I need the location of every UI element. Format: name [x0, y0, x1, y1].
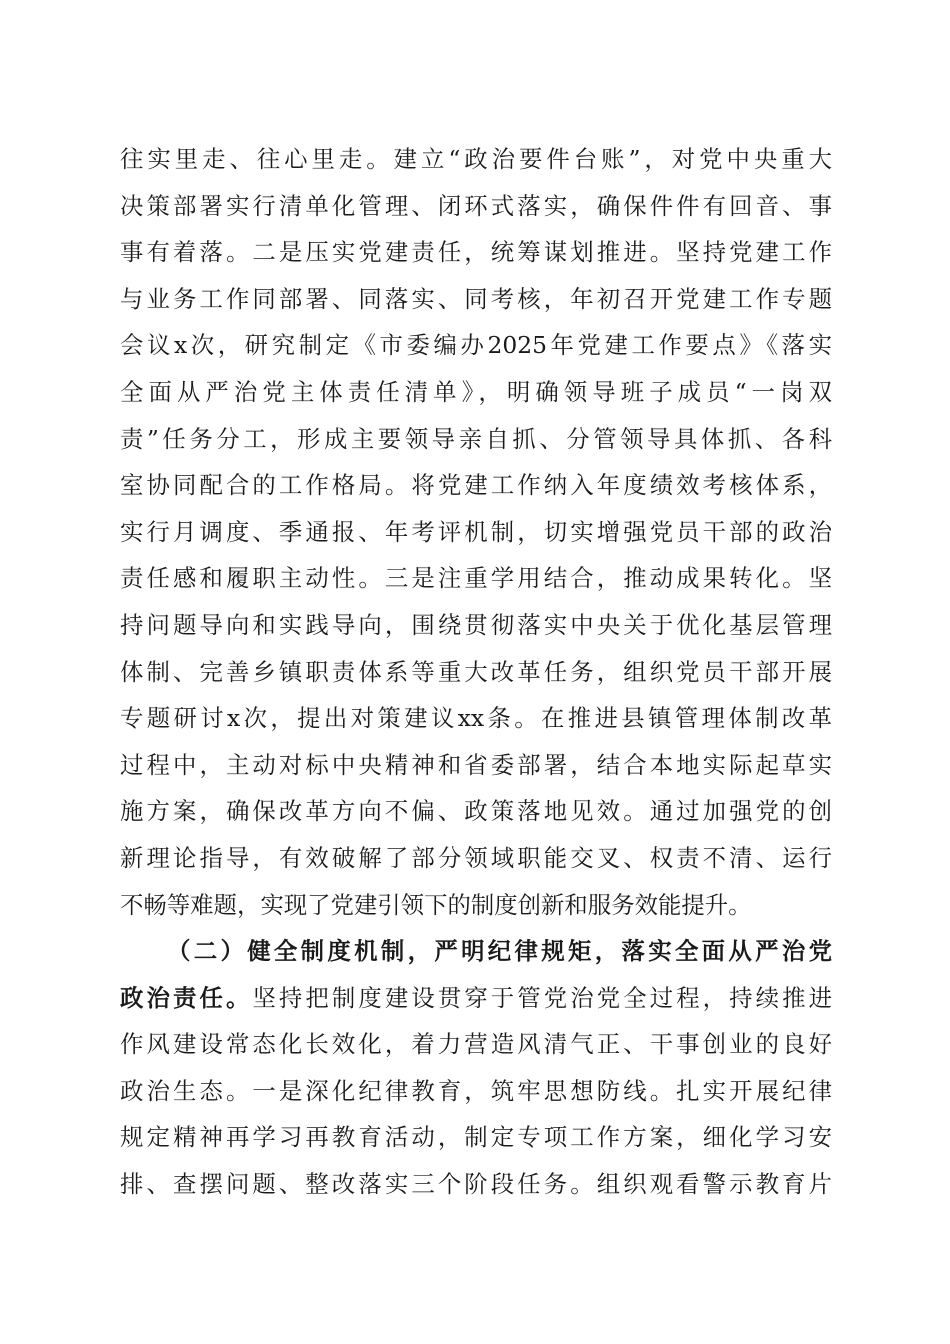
- paragraph-2: [120, 928, 832, 1208]
- text-line: 与业务工作同部署、同落实、同考核，年初召开党建工作专题: [120, 284, 832, 313]
- text-line: 责任感和履职主动性。三是注重学用结合，推动成果转化。坚: [120, 564, 832, 593]
- text-line: 不畅等难题，实现了党建引领下的制度创新和服务效能提升。: [120, 890, 752, 919]
- text-line: 室协同配合的工作格局。将党建工作纳入年度绩效考核体系，: [120, 471, 832, 500]
- text-line: 往实里走、往心里走。建立“政治要件台账”，对党中央重大: [120, 145, 832, 173]
- text-line: 实行月调度、季通报、年考评机制，切实增强党员干部的政治: [120, 517, 832, 546]
- text-line: 全面从严治党主体责任清单》，明确领导班子成员“一岗双: [120, 377, 832, 406]
- text-line: 责”任务分工，形成主要领导亲自抓、分管领导具体抓、各科: [120, 424, 832, 453]
- text-line: 施方案，确保改革方向不偏、政策落地见效。通过加强党的创: [120, 797, 832, 826]
- text-line: [120, 975, 832, 1022]
- body-text: [120, 136, 832, 1208]
- text-line: 规定精神再学习再教育活动，制定专项工作方案，细化学习安: [120, 1123, 832, 1152]
- paragraph-1: [120, 136, 832, 928]
- text-line: 过程中，主动对标中央精神和省委部署，结合本地实际起草实: [120, 750, 832, 779]
- text-line: 政治生态。一是深化纪律教育，筑牢思想防线。扎实开展纪律: [120, 1076, 832, 1105]
- text-line: 排、查摆问题、整改落实三个阶段任务。组织观看警示教育片: [120, 1170, 832, 1199]
- text-line: 事有着落。二是压实党建责任，统筹谋划推进。坚持党建工作: [120, 238, 832, 267]
- text-line: 会议x次，研究制定《市委编办2025年党建工作要点》《落实: [120, 331, 832, 360]
- text-segment: 坚持把制度建设贯穿于管党治党全过程，持续推进: [252, 983, 833, 1012]
- text-line: 持问题导向和实践导向，围绕贯彻落实中央关于优化基层管理: [120, 610, 832, 639]
- section-heading: （二）健全制度机制，严明纪律规矩，落实全面从严治党: [167, 937, 832, 966]
- text-line: 作风建设常态化长效化，着力营造风清气正、干事创业的良好: [120, 1030, 832, 1059]
- text-line: 决策部署实行清单化管理、闭环式落实，确保件件有回音、事: [120, 191, 832, 220]
- text-line: 专题研讨x次，提出对策建议xx条。在推进县镇管理体制改革: [120, 704, 832, 733]
- section-heading-end: 政治责任。: [120, 983, 253, 1012]
- text-line: 体制、完善乡镇职责体系等重大改革任务，组织党员干部开展: [120, 657, 832, 686]
- text-line: 新理论指导，有效破解了部分领域职能交叉、权责不清、运行: [120, 843, 832, 872]
